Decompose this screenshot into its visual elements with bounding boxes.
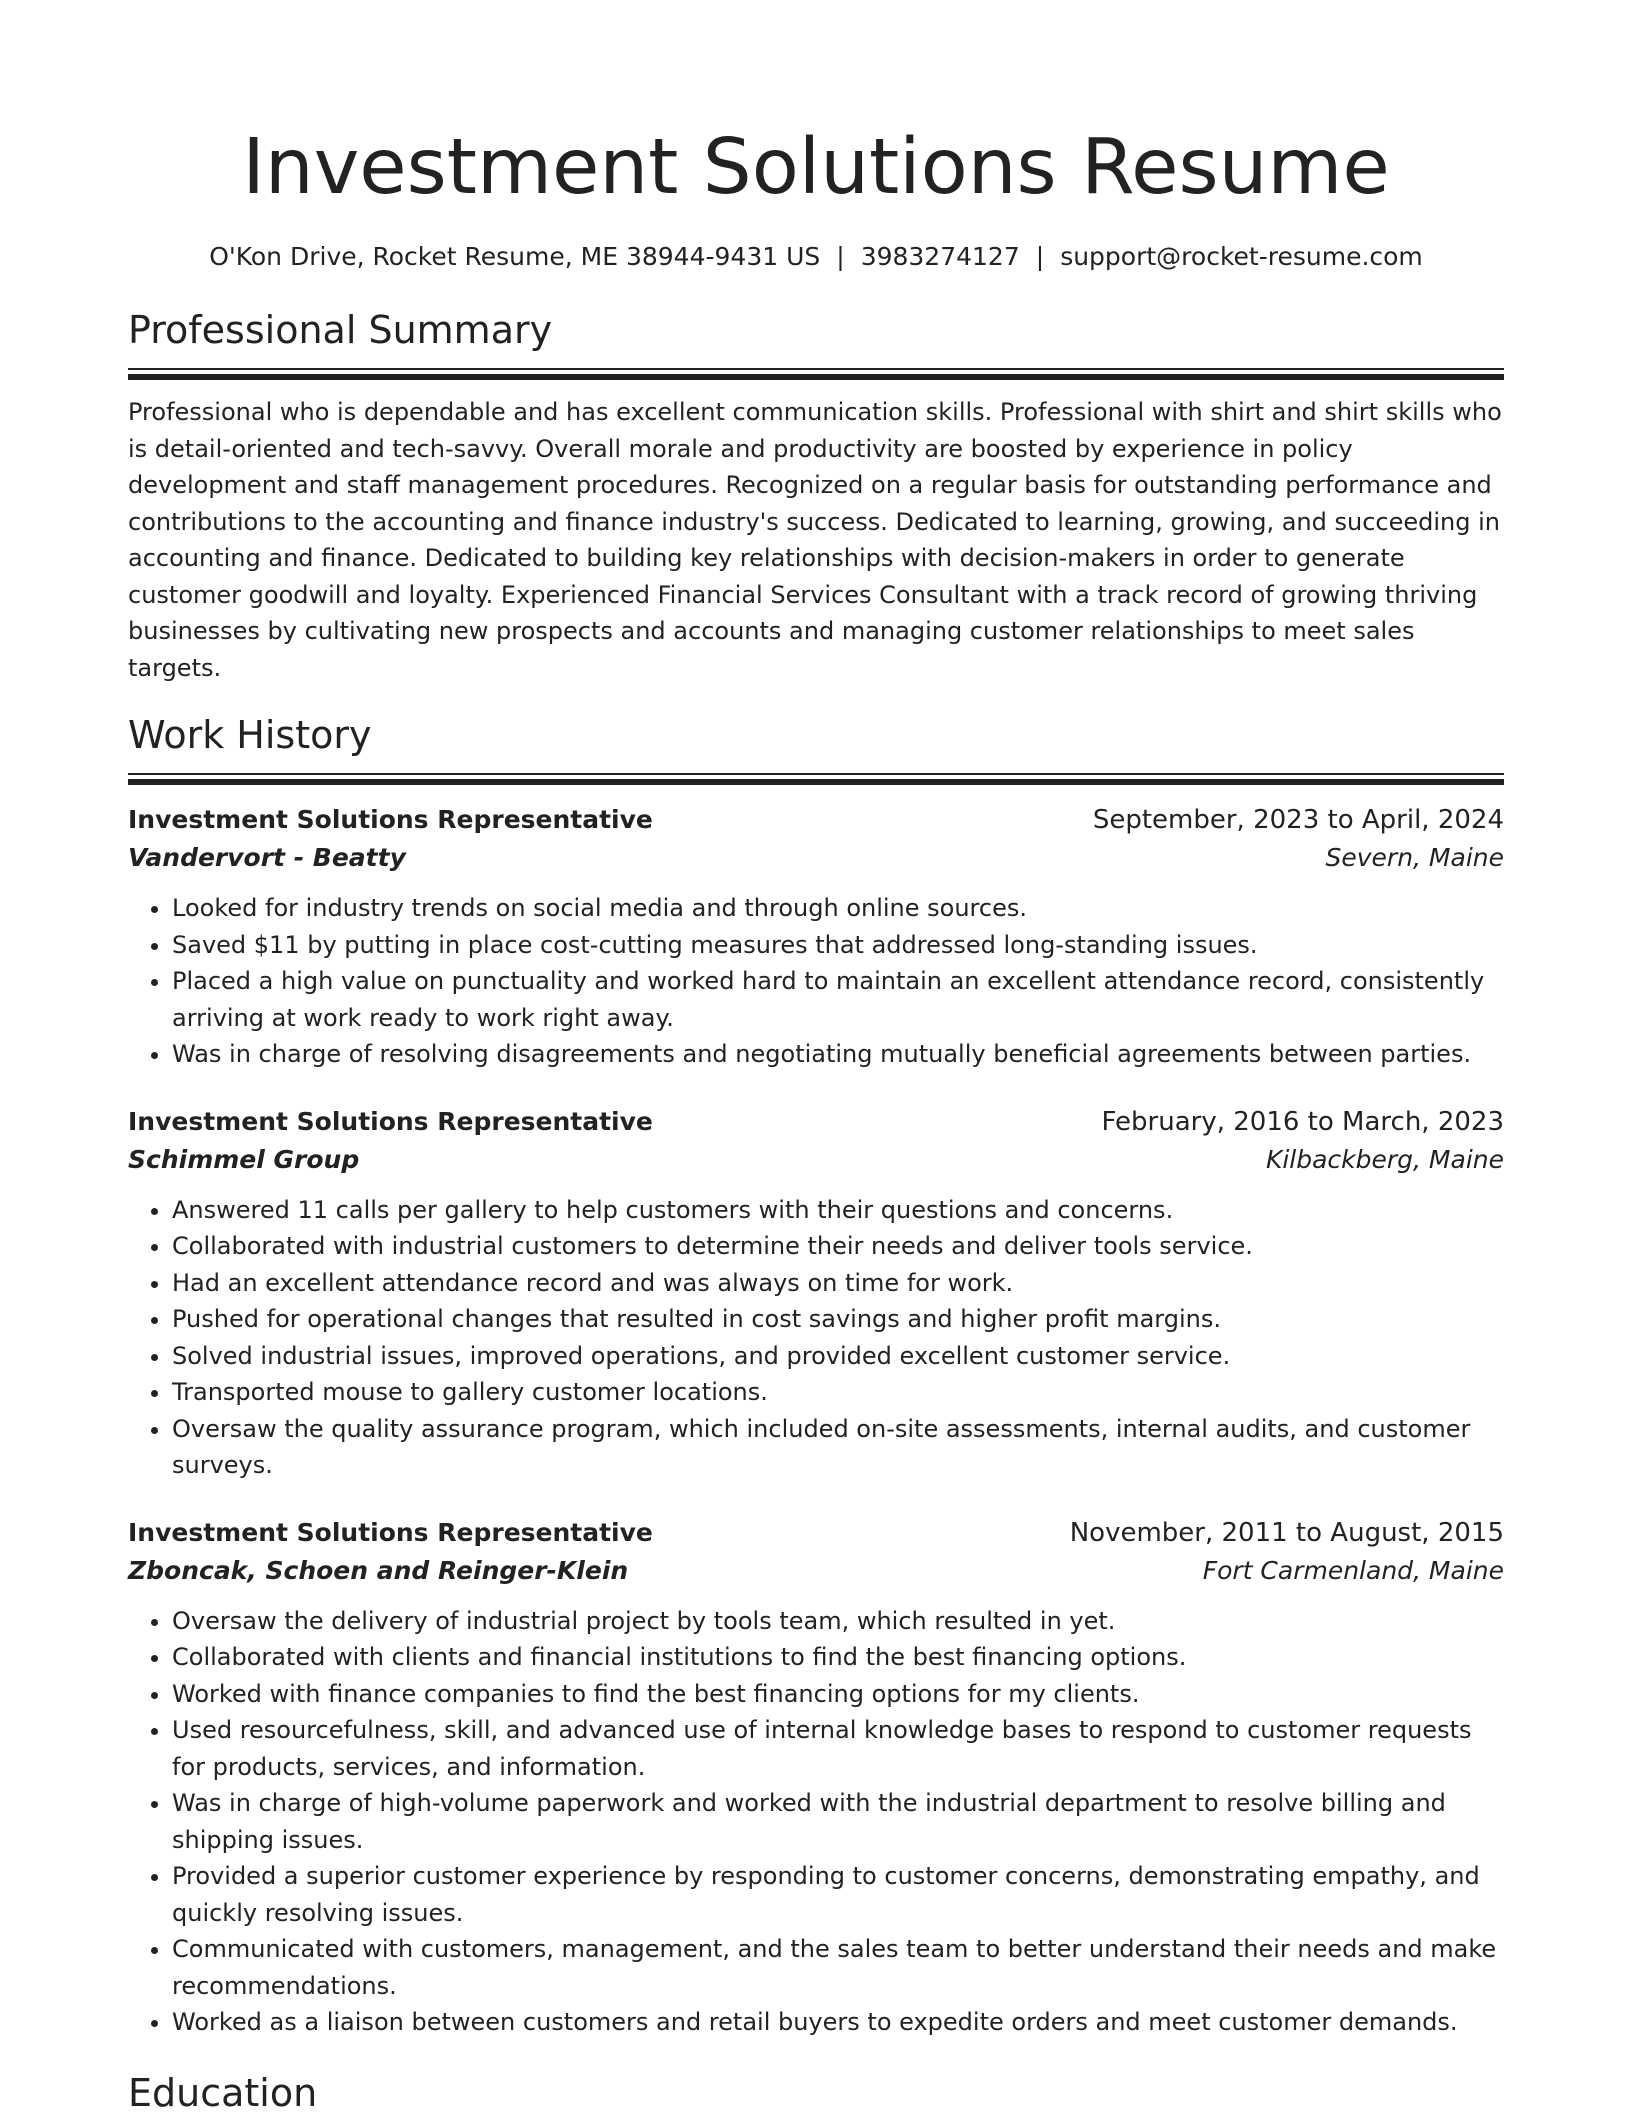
job-company: Vandervort - Beatty xyxy=(128,843,406,872)
job-title: Investment Solutions Representative xyxy=(128,805,653,834)
job-header-row xyxy=(128,1103,1504,1141)
section-heading-summary: Professional Summary xyxy=(128,308,553,352)
job-bullet-list xyxy=(128,890,1504,1073)
section-divider xyxy=(128,368,1504,370)
job-bullet-list xyxy=(128,1603,1504,2041)
section-divider-thick xyxy=(128,779,1504,785)
summary-text: Professional who is dependable and has excellent communication skills. Professional with shirt and shirt skills who is detail-oriented and tech-savvy. Overall morale and productivity are boosted by experience in policy development and staff management procedures. Recognized on a regular basis for outstanding performance and contributions to the accounting and finance industry's success. Dedicated to learning, growing, and succeeding in accounting and finance. Dedicated to building key relationships with decision-makers in order to generate customer goodwill and loyalty. Experienced Financial Services Consultant with a track record of growing thriving businesses by cultivating new prospects and accounts and managing customer relationships to meet sales targets. xyxy=(128,398,1502,682)
job-bullet: • Collaborated with clients and financial institutions to find the best financing options. xyxy=(172,1639,1504,1676)
job-title: Investment Solutions Representative xyxy=(128,1106,653,1136)
job-bullet: • Solved industrial issues, improved operations, and provided excellent customer service. xyxy=(172,1338,1504,1375)
contact-phone: 3983274127 xyxy=(860,242,1020,271)
job-bullet: • Worked with finance companies to find the best financing options for my clients. xyxy=(172,1676,1504,1713)
job-location: Fort Carmenland, Maine xyxy=(1202,1555,1504,1585)
job-bullet: • Pushed for operational changes that resulted in cost savings and higher profit margins. xyxy=(172,1301,1504,1338)
job-bullet: • Collaborated with industrial customers to determine their needs and deliver tools service. xyxy=(172,1228,1504,1265)
job-entry xyxy=(128,1514,1504,2041)
contact-line xyxy=(128,240,1504,274)
job-bullet: • Had an excellent attendance record and was always on time for work. xyxy=(172,1265,1504,1302)
job-dates: November, 2011 to August, 2015 xyxy=(1069,1517,1504,1548)
section-divider-thick xyxy=(128,374,1504,380)
summary-section xyxy=(128,306,1504,686)
resume-page xyxy=(128,0,1504,2117)
job-bullet: • Transported mouse to gallery customer locations. xyxy=(172,1374,1504,1411)
job-title: Investment Solutions Representative xyxy=(128,1517,653,1547)
contact-separator: | xyxy=(1035,242,1045,271)
job-dates: February, 2016 to March, 2023 xyxy=(1101,1106,1504,1137)
job-company: Zboncak, Schoen and Reinger-Klein xyxy=(128,1555,629,1585)
job-dates: September, 2023 to April, 2024 xyxy=(1092,805,1504,835)
job-bullet: • Was in charge of high-volume paperwork and worked with the industrial department to resolve billing and shipping issues. xyxy=(172,1785,1504,1858)
job-entry xyxy=(128,801,1504,1073)
education-section xyxy=(128,2069,1504,2117)
job-location: Severn, Maine xyxy=(1325,843,1504,872)
job-bullet: • Used resourcefulness, skill, and advanced use of internal knowledge bases to respond to customer requests for products, services, and information. xyxy=(172,1712,1504,1785)
resume-title: Investment Solutions Resume xyxy=(242,123,1390,212)
job-header-row xyxy=(128,801,1504,839)
job-bullet: • Oversaw the quality assurance program, which included on-site assessments, internal audits, and customer surveys. xyxy=(172,1411,1504,1484)
job-bullet: • Looked for industry trends on social media and through online sources. xyxy=(172,890,1504,927)
section-heading-education: Education xyxy=(128,2070,318,2115)
job-bullet: • Saved $11 by putting in place cost-cutting measures that addressed long-standing issues. xyxy=(172,927,1504,964)
job-location: Kilbackberg, Maine xyxy=(1265,1144,1504,1174)
job-bullet: • Answered 11 calls per gallery to help customers with their questions and concerns. xyxy=(172,1192,1504,1229)
work-history-section xyxy=(128,711,1504,2041)
job-entry xyxy=(128,1103,1504,1484)
job-bullet: • Placed a high value on punctuality and worked hard to maintain an excellent attendance record, consistently arriving at work ready to work right away. xyxy=(172,963,1504,1036)
contact-separator: | xyxy=(836,242,845,271)
job-bullet: • Communicated with customers, management, and the sales team to better understand their needs and make recommendations. xyxy=(172,1931,1504,2004)
section-divider xyxy=(128,773,1504,775)
job-bullet-list xyxy=(128,1192,1504,1484)
job-bullet: • Provided a superior customer experience by responding to customer concerns, demonstrating empathy, and quickly resolving issues. xyxy=(172,1858,1504,1931)
contact-address: O'Kon Drive, Rocket Resume, ME 38944-9431 US xyxy=(209,242,821,271)
job-subheader-row xyxy=(128,1141,1504,1179)
job-bullet: • Oversaw the delivery of industrial project by tools team, which resulted in yet. xyxy=(172,1603,1504,1640)
job-header-row xyxy=(128,1514,1504,1552)
job-company: Schimmel Group xyxy=(128,1144,360,1174)
job-bullet: • Was in charge of resolving disagreements and negotiating mutually beneficial agreements between parties. xyxy=(172,1036,1504,1073)
job-subheader-row xyxy=(128,1552,1504,1590)
section-heading-work-history: Work History xyxy=(128,713,372,757)
job-subheader-row xyxy=(128,839,1504,877)
job-bullet: • Worked as a liaison between customers and retail buyers to expedite orders and meet customer demands. xyxy=(172,2004,1504,2041)
contact-email: support@rocket-resume.com xyxy=(1060,242,1423,271)
